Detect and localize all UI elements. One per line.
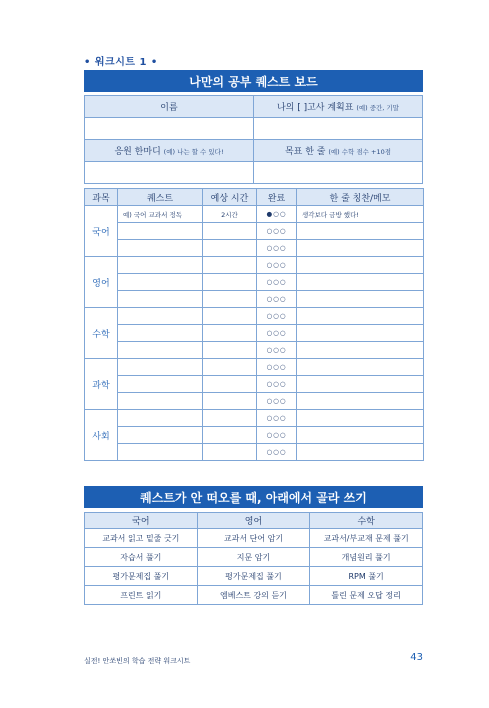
- done-checks[interactable]: ○○○: [257, 308, 297, 325]
- memo-cell[interactable]: [297, 257, 424, 274]
- quest-row: [85, 291, 424, 308]
- quest-cell[interactable]: [118, 393, 203, 410]
- done-checks[interactable]: ○○○: [257, 376, 297, 393]
- memo-cell[interactable]: 생각보다 금방 했다!: [297, 206, 424, 223]
- memo-cell[interactable]: [297, 410, 424, 427]
- plan-field[interactable]: [254, 118, 423, 140]
- goal-label: 목표 한 줄: [284, 147, 326, 157]
- pick-row: [85, 567, 423, 586]
- quest-cell[interactable]: [118, 427, 203, 444]
- done-checks[interactable]: ○○○: [257, 240, 297, 257]
- quest-cell[interactable]: [118, 444, 203, 461]
- memo-cell[interactable]: [297, 274, 424, 291]
- footer-text: 실전! 안쏘빈의 학습 전략 워크시트: [84, 657, 191, 665]
- pick-option: 엠베스트 강의 듣기: [197, 586, 310, 605]
- done-checks[interactable]: ○○○: [257, 257, 297, 274]
- memo-cell[interactable]: [297, 393, 424, 410]
- goal-field[interactable]: [254, 162, 423, 184]
- pick-row: [85, 529, 423, 548]
- pick-option: RPM 풀기: [310, 567, 423, 586]
- time-cell[interactable]: [203, 325, 257, 342]
- done-checks[interactable]: ○○○: [257, 223, 297, 240]
- quest-cell[interactable]: [118, 291, 203, 308]
- quest-row: [85, 444, 424, 461]
- cheer-header: [85, 140, 254, 162]
- quest-row: [85, 427, 424, 444]
- time-cell[interactable]: [203, 444, 257, 461]
- pick-col-english: 영어: [197, 513, 310, 529]
- col-done: 완료: [257, 189, 297, 206]
- pick-option: 틀린 문제 오답 정리: [310, 586, 423, 605]
- quest-cell[interactable]: [118, 257, 203, 274]
- pick-option: 개념원리 풀기: [310, 548, 423, 567]
- quest-row: [85, 325, 424, 342]
- memo-cell[interactable]: [297, 359, 424, 376]
- done-checks[interactable]: ○○○: [257, 427, 297, 444]
- pick-table: [84, 512, 423, 605]
- quest-cell[interactable]: [118, 240, 203, 257]
- quest-cell[interactable]: [118, 342, 203, 359]
- quest-row: [85, 240, 424, 257]
- col-quest: 퀘스트: [118, 189, 203, 206]
- goal-example: (예) 수학 점수 +10점: [328, 148, 392, 156]
- col-subject: 과목: [85, 189, 118, 206]
- pick-option: 교과서/부교재 문제 풀기: [310, 529, 423, 548]
- time-cell[interactable]: 2시간: [203, 206, 257, 223]
- subject-label: 사회: [85, 410, 118, 461]
- done-checks[interactable]: ○○○: [257, 342, 297, 359]
- quest-cell[interactable]: [118, 359, 203, 376]
- quest-row: [85, 393, 424, 410]
- quest-cell[interactable]: [118, 223, 203, 240]
- memo-cell[interactable]: [297, 325, 424, 342]
- done-checks[interactable]: ○○○: [257, 325, 297, 342]
- quest-cell[interactable]: 예) 국어 교과서 정독: [118, 206, 203, 223]
- plan-label: 나의 [ ]고사 계획표: [276, 103, 354, 113]
- pick-row: [85, 586, 423, 605]
- cheer-field[interactable]: [85, 162, 254, 184]
- quest-row: [85, 308, 424, 325]
- quest-row: [85, 257, 424, 274]
- page-title: 나만의 공부 퀘스트 보드: [84, 70, 423, 92]
- pick-option: 평가문제집 풀기: [197, 567, 310, 586]
- pick-option: 교과서 단어 암기: [197, 529, 310, 548]
- col-time: 예상 시간: [203, 189, 257, 206]
- time-cell[interactable]: [203, 359, 257, 376]
- time-cell[interactable]: [203, 342, 257, 359]
- memo-cell[interactable]: [297, 223, 424, 240]
- col-memo: 한 줄 칭찬/메모: [297, 189, 424, 206]
- done-checks[interactable]: ○○○: [257, 291, 297, 308]
- pick-option: 지문 암기: [197, 548, 310, 567]
- quest-row: [85, 274, 424, 291]
- quest-table: [84, 188, 424, 461]
- done-checks[interactable]: ○○○: [257, 359, 297, 376]
- pick-option: 프린트 읽기: [85, 586, 198, 605]
- plan-header: [254, 96, 423, 118]
- page-number: 43: [410, 652, 423, 663]
- quest-row: [85, 359, 424, 376]
- memo-cell[interactable]: [297, 342, 424, 359]
- quest-row: [85, 410, 424, 427]
- time-cell[interactable]: [203, 410, 257, 427]
- quest-cell[interactable]: [118, 410, 203, 427]
- done-checks[interactable]: ○○○: [257, 444, 297, 461]
- quest-cell[interactable]: [118, 308, 203, 325]
- name-label: 이름: [85, 96, 254, 118]
- quest-row: [85, 342, 424, 359]
- pick-col-korean: 국어: [85, 513, 198, 529]
- memo-cell[interactable]: [297, 240, 424, 257]
- memo-cell[interactable]: [297, 427, 424, 444]
- time-cell[interactable]: [203, 223, 257, 240]
- pick-title: 퀘스트가 안 떠오를 때, 아래에서 골라 쓰기: [84, 486, 423, 508]
- time-cell[interactable]: [203, 308, 257, 325]
- done-checks[interactable]: ○○○: [257, 274, 297, 291]
- plan-example: (예) 중간, 기말: [356, 104, 399, 112]
- done-checks[interactable]: ●○○: [257, 206, 297, 223]
- pick-col-math: 수학: [310, 513, 423, 529]
- cheer-example: (예) 나는 할 수 있다!: [163, 148, 224, 156]
- subject-label: 국어: [85, 206, 118, 257]
- subject-label: 과학: [85, 359, 118, 410]
- quest-cell[interactable]: [118, 274, 203, 291]
- memo-cell[interactable]: [297, 444, 424, 461]
- time-cell[interactable]: [203, 240, 257, 257]
- time-cell[interactable]: [203, 291, 257, 308]
- quest-row: [85, 223, 424, 240]
- info-table: [84, 95, 423, 184]
- pick-row: [85, 548, 423, 567]
- pick-option: 교과서 읽고 밑줄 긋기: [85, 529, 198, 548]
- quest-cell[interactable]: [118, 376, 203, 393]
- time-cell[interactable]: [203, 393, 257, 410]
- memo-cell[interactable]: [297, 308, 424, 325]
- cheer-label: 응원 한마디: [114, 147, 161, 157]
- time-cell[interactable]: [203, 257, 257, 274]
- quest-row: [85, 376, 424, 393]
- goal-header: [254, 140, 423, 162]
- time-cell[interactable]: [203, 376, 257, 393]
- done-checks[interactable]: ○○○: [257, 393, 297, 410]
- quest-cell[interactable]: [118, 325, 203, 342]
- subject-label: 영어: [85, 257, 118, 308]
- name-field[interactable]: [85, 118, 254, 140]
- done-checks[interactable]: ○○○: [257, 410, 297, 427]
- memo-cell[interactable]: [297, 376, 424, 393]
- subject-label: 수학: [85, 308, 118, 359]
- memo-cell[interactable]: [297, 291, 424, 308]
- time-cell[interactable]: [203, 427, 257, 444]
- time-cell[interactable]: [203, 274, 257, 291]
- pick-option: 평가문제집 풀기: [85, 567, 198, 586]
- pick-option: 자습서 풀기: [85, 548, 198, 567]
- quest-row: [85, 206, 424, 223]
- worksheet-label: • 워크시트 1 •: [84, 57, 158, 68]
